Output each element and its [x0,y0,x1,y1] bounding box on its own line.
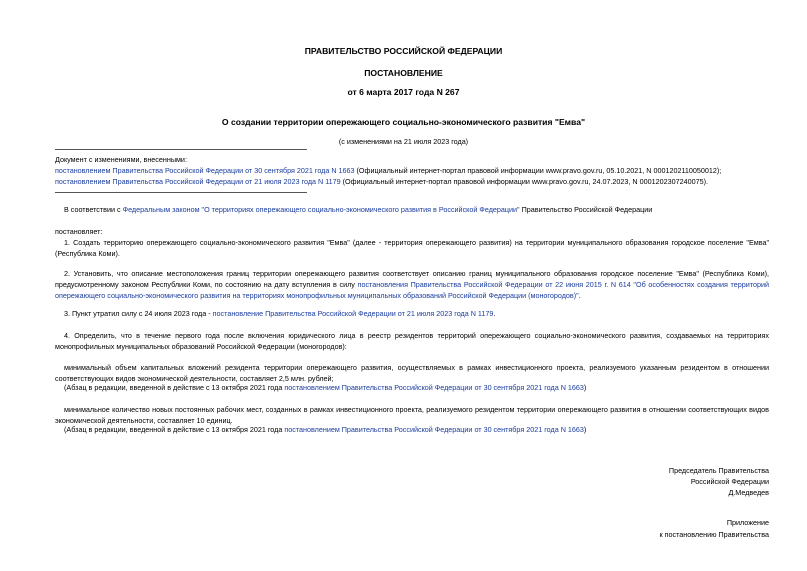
amendment-link-2023[interactable]: постановлением Правительства Российской Федерации от 21 июля 2023 года N 1179 [55,177,341,186]
amendment-link-2021[interactable]: постановлением Правительства Российской Федерации от 30 сентября 2021 года N 1663 [55,166,355,175]
paragraph-6: минимальное количество новых постоянных рабочих мест, созданных в рамках инвестиционного проекта, реализуемого резидентом территории опережающего развития в отношении соответствующих видов экономической деятельности, составляет 10 единиц. [55,405,769,425]
paragraph-2: 2. Установить, что описание местоположения границ территории опережающего развития соответствует описанию границ муниципального образования городское поселение "Емва" (Республика Коми), предусмотренному законом Республики Коми, по состоянию на дату вступления в силу постановления Правительства Российской Федерации от 22 июня 2015 г. N 614 "Об особенностях создания территорий опережающего социально-экономического развития на территориях монопрофильных муниципальных образований Российской Федерации (моногородов)". [55,269,769,300]
paragraph-6-note: (Абзац в редакции, введенной в действие с 13 октября 2021 года постановлением Правительства Российской Федерации от 30 сентября 2021 года N 1663) [64,425,587,434]
amended-note: (с изменениями на 21 июля 2023 года) [338,137,469,146]
decree-614-link[interactable]: постановления Правительства Российской Федерации от 22 июня 2015 г. N 614 "Об особенностях создания территорий [357,280,769,289]
decree-1663-link[interactable]: постановлением Правительства Российской Федерации от 30 сентября 2021 года N 1663 [284,383,584,392]
signature-title: Председатель Правительства [668,466,769,475]
paragraph-3: 3. Пункт утратил силу с 24 июля 2023 года - постановление Правительства Российской Федерации от 21 июля 2023 года N 1179. [64,309,496,318]
paragraph-5: минимальный объем капитальных вложений резидента территории опережающего развития, осуществляемых в рамках инвестиционного проекта, реализуемого указанным резидентом в отношении соответствующих видов экономической деятельности, составляет 2,5 млн. рублей; [55,363,769,383]
amendment-item [55,177,708,187]
date-number: от 6 марта 2017 года N 267 [347,87,460,97]
preamble: В соответствии с Федеральным законом "О территориях опережающего социально-экономического развития в Российской Федерации" Правительство Российской Федерации [64,205,653,214]
decree-1663-link[interactable]: постановлением Правительства Российской Федерации от 30 сентября 2021 года N 1663 [284,425,584,434]
government-heading: ПРАВИТЕЛЬСТВО РОССИЙСКОЙ ФЕДЕРАЦИИ [304,46,503,56]
amendment-source: (Официальный интернет-портал правовой информации www.pravo.gov.ru, 24.07.2023, N 0001202307240075). [340,177,708,186]
top-divider [55,149,307,150]
paragraph-1: 1. Создать территорию опережающего социально-экономического развития "Емва" (далее - территория опережающего развития) на территории муниципального образования городское поселение "Емва" (Республика Коми). [55,238,769,258]
decrees-word: постановляет: [55,227,103,236]
bottom-divider [55,192,307,193]
amendment-item [55,166,721,176]
paragraph-4: 4. Определить, что в течение первого года после включения юридического лица в реестр резидентов территорий опережающего социально-экономического развития, создаваемых на территориях монопрофильных муниципальных образований Российской Федерации (моногородов): [55,331,769,351]
paragraph-5-note: (Абзац в редакции, введенной в действие с 13 октября 2021 года постановлением Правительства Российской Федерации от 30 сентября 2021 года N 1663) [64,383,587,392]
amendment-source: (Официальный интернет-портал правовой информации www.pravo.gov.ru, 05.10.2021, N 0001202110050012); [354,166,722,175]
federal-law-link[interactable]: Федеральным законом "О территориях опережающего социально-экономического развития в Российской Федерации" [122,205,520,214]
appendix-reference: к постановлению Правительства [659,530,769,539]
document-title: О создании территории опережающего социально-экономического развития "Емва" [221,117,586,127]
signature-country: Российской Федерации [690,477,769,486]
appendix-label: Приложение [726,518,769,527]
doc-type-heading: ПОСТАНОВЛЕНИЕ [364,68,443,78]
decree-1179-link[interactable]: постановление Правительства Российской Федерации от 21 июля 2023 года N 1179 [212,309,494,318]
decree-614-link-cont[interactable]: опережающего социально-экономического развития на территориях монопрофильных муниципальных образований Российской Федерации (моногородов)" [55,291,579,300]
signature-name: Д.Медведев [728,488,769,497]
amendments-intro: Документ с изменениями, внесенными: [55,155,187,164]
